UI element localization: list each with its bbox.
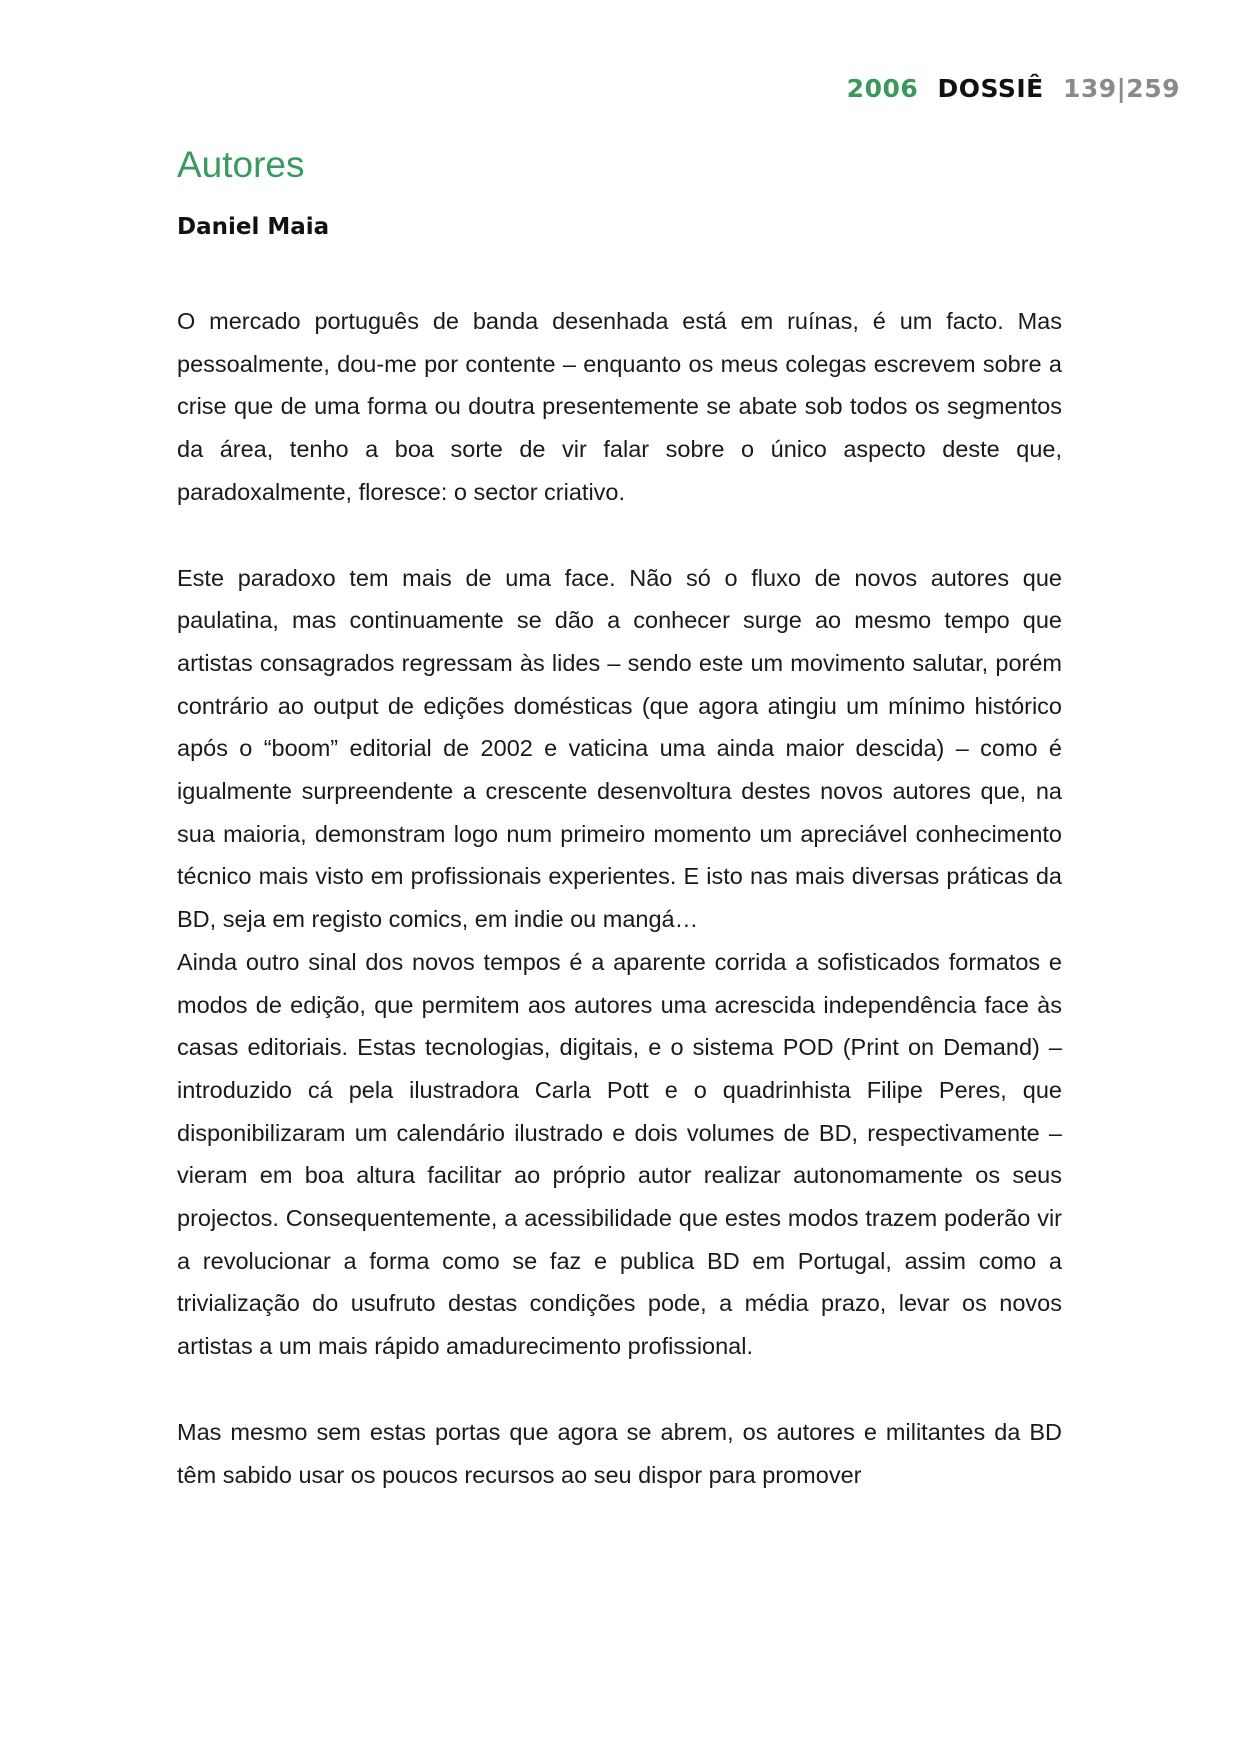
paragraph-1: O mercado português de banda desenhada está em ruínas, é um facto. Mas pessoalmente, dou-me por contente – enquanto os meus colegas escrevem sobre a crise que de uma forma ou doutra presentemente se abate sob todos os segmentos da área, tenho a boa sorte de vir falar sobre o único aspecto deste que, paradoxalmente, floresce: o sector criativo. <box>177 308 1062 505</box>
header-page-numbers: 139|259 <box>1062 74 1180 103</box>
header-year: 2006 <box>846 74 919 103</box>
paragraph-2: Este paradoxo tem mais de uma face. Não só o fluxo de novos autores que paulatina, mas continuamente se dão a conhecer surge ao mesmo tempo que artistas consagrados regressam às lides – sendo este um movimento salutar, porém contrário ao output de edições domésticas (que agora atingiu um mínimo histórico após o “boom” editorial de 2002 e vaticina uma ainda maior descida) – como é igualmente surpreendente a crescente desenvoltura destes novos autores que, na sua maioria, demonstram logo num primeiro momento um apreciável conhecimento técnico mais visto em profissionais experientes. E isto nas mais diversas práticas da BD, seja em registo comics, em indie ou mangá… <box>177 564 1062 933</box>
paragraph-3: Ainda outro sinal dos novos tempos é a aparente corrida a sofisticados formatos e modos de edição, que permitem aos autores uma acrescida independência face às casas editoriais. Estas tecnologias, digitais, e o sistema POD (Print on Demand) – introduzido cá pela ilustradora Carla Pott e o quadrinhista Filipe Peres, que disponibilizaram um calendário ilustrado e dois volumes de BD, respectivamente – vieram em boa altura facilitar ao próprio autor realizar autonomamente os seus projectos. Consequentemente, a acessibilidade que estes modos trazem poderão vir a revolucionar a forma como se faz e publica BD em Portugal, assim como a trivialização do usufruto destas condições pode, a média prazo, levar os novos artistas a um mais rápido amadurecimento profissional. <box>177 948 1062 1360</box>
paragraph-4: Mas mesmo sem estas portas que agora se abrem, os autores e militantes da BD têm sabido usar os poucos recursos ao seu dispor para promover <box>177 1418 1062 1488</box>
author-name: Daniel Maia <box>177 214 330 240</box>
header-title: DOSSIÊ <box>937 74 1044 103</box>
section-title: Autores <box>177 144 305 185</box>
article-body <box>177 300 1062 1496</box>
page-header <box>847 74 1180 103</box>
